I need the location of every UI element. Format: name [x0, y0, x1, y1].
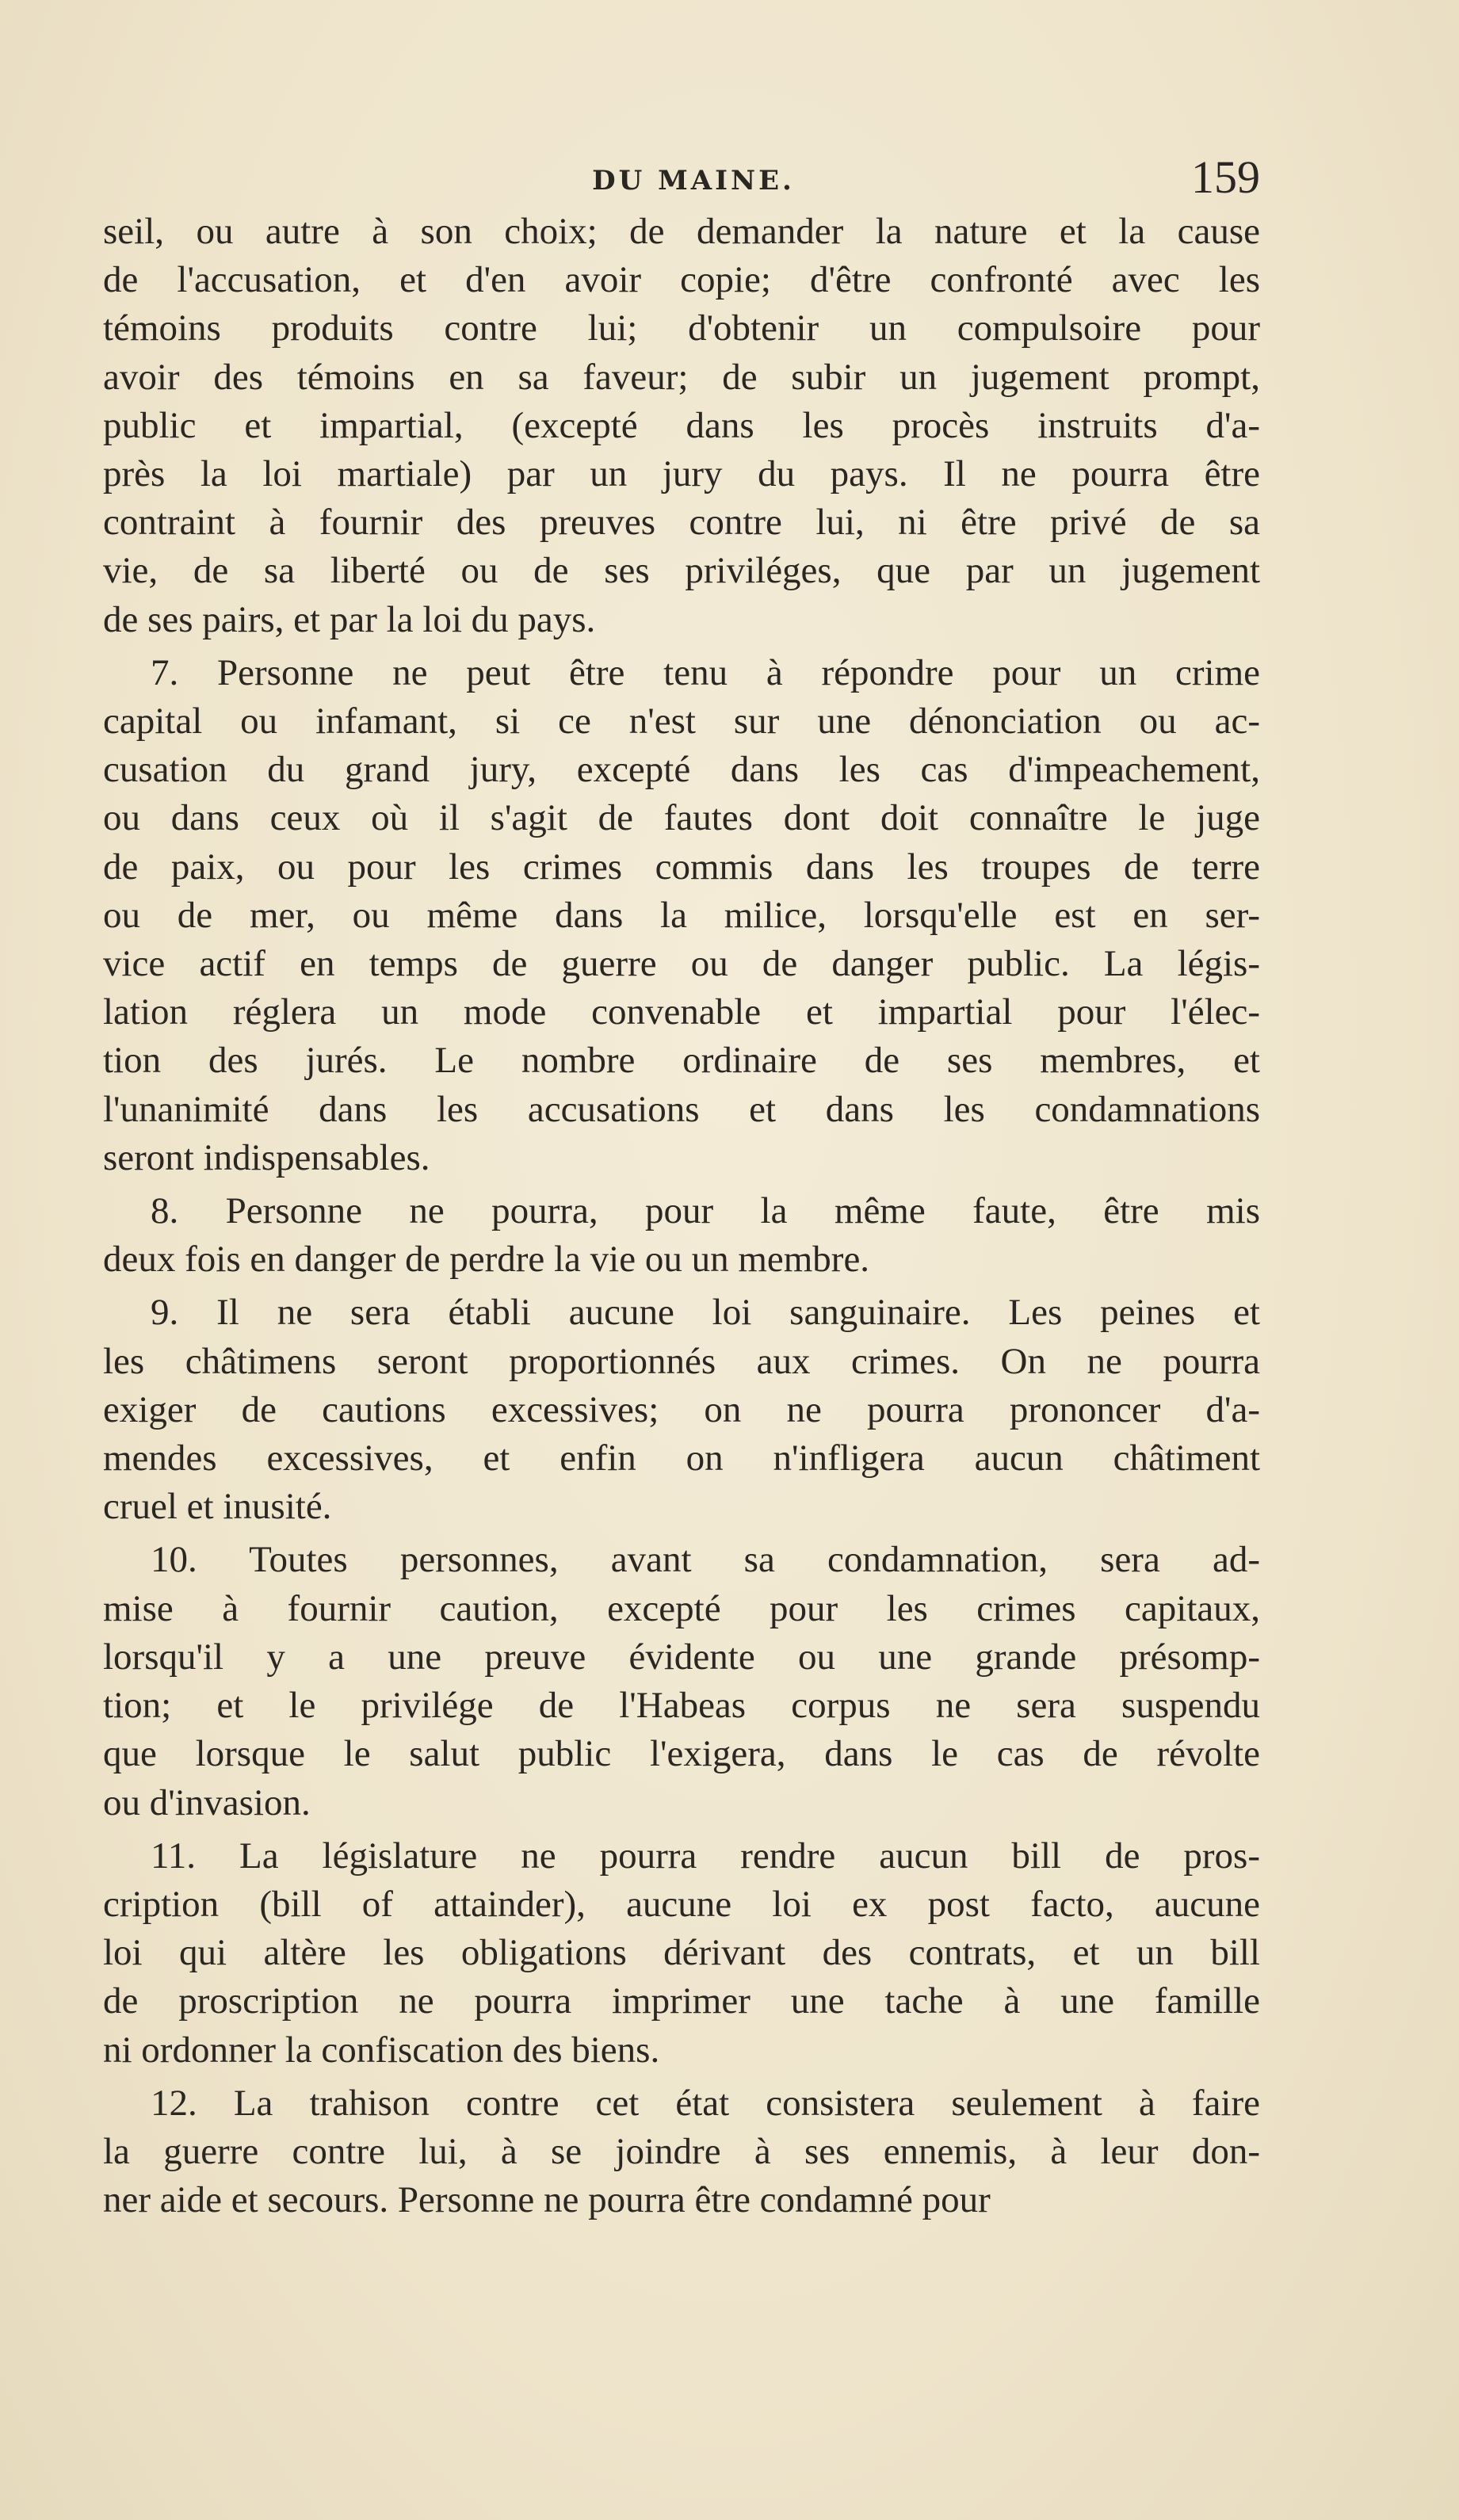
paragraph [103, 1832, 1260, 2075]
body-text [103, 208, 1260, 2224]
text-line: 8. Personne ne pourra, pour la même faute, être mis [151, 1190, 1260, 1232]
text-line: vice actif en temps de guerre ou de danger public. La légis- [103, 943, 1260, 985]
text-line: 12. La trahison contre cet état consistera seulement à faire [151, 2082, 1260, 2124]
text-line: 11. La législature ne pourra rendre aucun bill de pros- [151, 1835, 1260, 1877]
text-line: ou de mer, ou même dans la milice, lorsqu'elle est en ser- [103, 894, 1260, 936]
paragraph [103, 2079, 1260, 2225]
text-line: 9. Il ne sera établi aucune loi sanguinaire. Les peines et [151, 1292, 1260, 1334]
text-line: près la loi martiale) par un jury du pays. Il ne pourra être [103, 453, 1260, 495]
text-line: mise à fournir caution, excepté pour les crimes capitaux, [103, 1587, 1260, 1629]
paragraph [103, 1289, 1260, 1531]
text-line: de proscription ne pourra imprimer une tache à une famille [103, 1980, 1260, 2022]
text-line: seront indispensables. [103, 1136, 430, 1178]
text-line: 10. Toutes personnes, avant sa condamnation, sera ad- [151, 1539, 1260, 1581]
text-line: ou dans ceux où il s'agit de fautes dont doit connaître le juge [103, 797, 1260, 839]
text-line: avoir des témoins en sa faveur; de subir un jugement prompt, [103, 356, 1260, 398]
paragraph [103, 208, 1260, 644]
text-line: témoins produits contre lui; d'obtenir un compulsoire pour [103, 307, 1260, 349]
text-line: tion; et le privilége de l'Habeas corpus ne sera suspendu [103, 1685, 1260, 1727]
text-line: lorsqu'il y a une preuve évidente ou une grande présomp- [103, 1636, 1260, 1678]
text-line: de paix, ou pour les crimes commis dans les troupes de terre [103, 846, 1260, 888]
text-line: ou d'invasion. [103, 1781, 311, 1823]
running-head: DU MAINE. [592, 165, 795, 197]
text-line: mendes excessives, et enfin on n'infligera aucun châtiment [103, 1438, 1260, 1480]
paragraph [103, 1187, 1260, 1284]
text-line: ni ordonner la confiscation des biens. [103, 2029, 660, 2071]
text-line: cusation du grand jury, excepté dans les cas d'impeachement, [103, 749, 1260, 791]
text-line: la guerre contre lui, à se joindre à ses ennemis, à leur don- [103, 2130, 1260, 2172]
text-line: tion des jurés. Le nombre ordinaire de ses membres, et [103, 1040, 1260, 1082]
text-line: 7. Personne ne peut être tenu à répondre pour un crime [151, 651, 1260, 693]
text-line: lation réglera un mode convenable et impartial pour l'élec- [103, 991, 1260, 1033]
text-line: cruel et inusité. [103, 1486, 332, 1528]
text-line: loi qui altère les obligations dérivant des contrats, et un bill [103, 1932, 1260, 1974]
paragraph [103, 649, 1260, 1182]
text-line: de ses pairs, et par la loi du pays. [103, 598, 596, 640]
text-line: les châtimens seront proportionnés aux crimes. On ne pourra [103, 1340, 1260, 1382]
text-line: seil, ou autre à son choix; de demander la nature et la cause [103, 211, 1260, 252]
text-line: exiger de cautions excessives; on ne pourra prononcer d'a- [103, 1388, 1260, 1430]
text-line: deux fois en danger de perdre la vie ou un membre. [103, 1239, 870, 1281]
text-line: que lorsque le salut public l'exigera, dans le cas de révolte [103, 1733, 1260, 1775]
text-line: contraint à fournir des preuves contre lui, ni être privé de sa [103, 502, 1260, 544]
text-line: capital ou infamant, si ce n'est sur une dénonciation ou ac- [103, 701, 1260, 743]
text-line: vie, de sa liberté ou de ses priviléges, que par un jugement [103, 550, 1260, 592]
page-number: 159 [1191, 151, 1260, 203]
text-line: public et impartial, (excepté dans les procès instruits d'a- [103, 404, 1260, 446]
text-line: ner aide et secours. Personne ne pourra être condamné pour [103, 2179, 991, 2221]
paragraph [103, 1536, 1260, 1827]
page-header [103, 151, 1260, 214]
text-line: de l'accusation, et d'en avoir copie; d'être confronté avec les [103, 259, 1260, 301]
text-line: l'unanimité dans les accusations et dans les condamnations [103, 1088, 1260, 1130]
text-line: cription (bill of attainder), aucune loi ex post facto, aucune [103, 1883, 1260, 1925]
